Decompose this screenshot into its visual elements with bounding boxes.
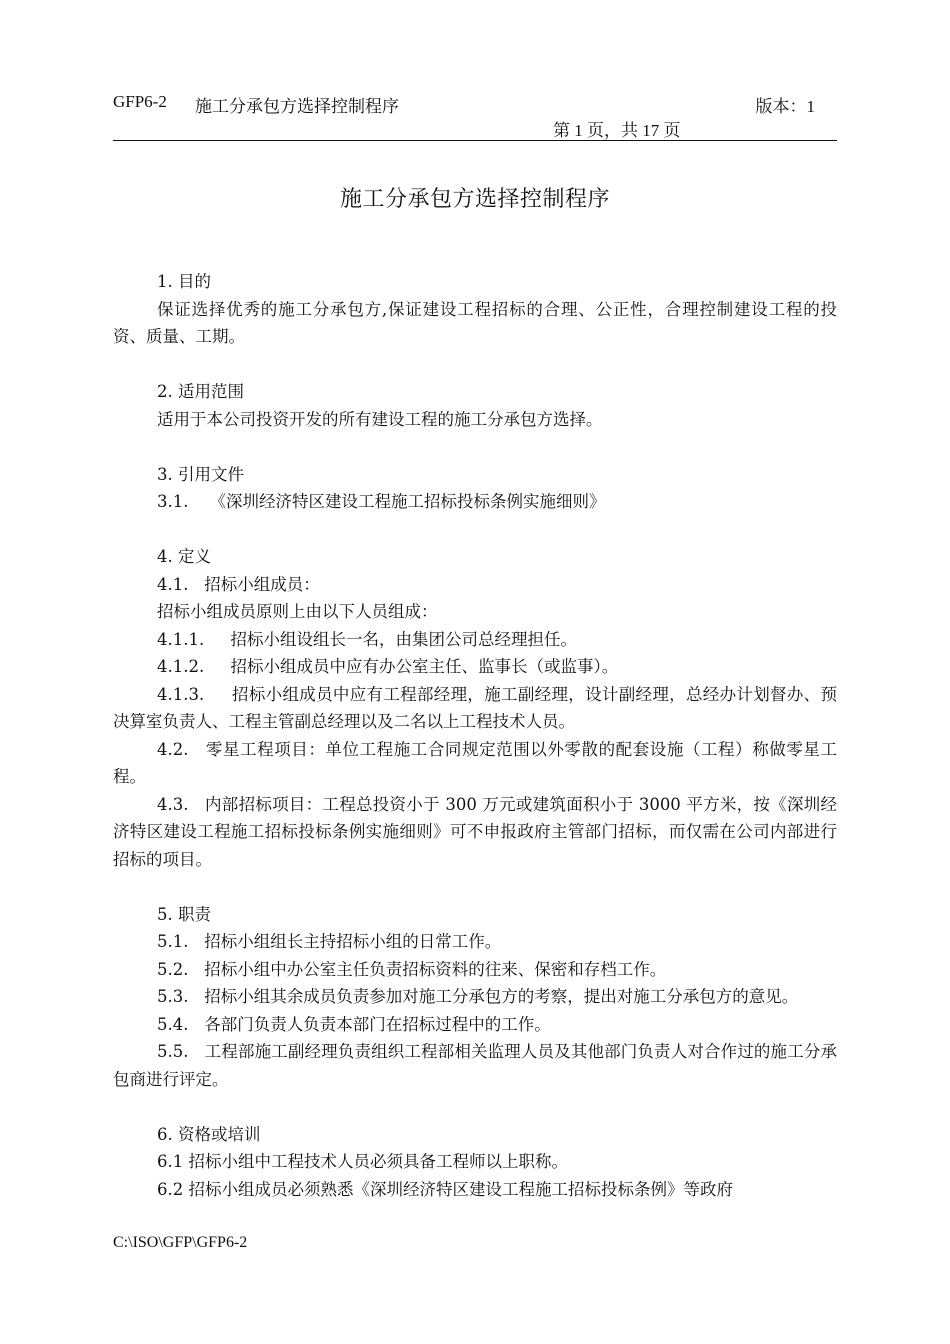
version-label: 版本：1 <box>755 97 815 116</box>
section-5-1: 5.1. 招标小组组长主持招标小组的日常工作。 <box>157 932 502 951</box>
section-4-1: 4.1. 招标小组成员： <box>157 574 320 594</box>
section-5-heading: 5. 职责 <box>157 904 211 924</box>
section-2-heading: 2. 适用范围 <box>157 382 244 401</box>
section-6-1: 6.1 招标小组中工程技术人员必须具备工程师以上职称。 <box>157 1152 568 1171</box>
section-4-1-1: 4.1.1. 招标小组设组长一名，由集团公司总经理担任。 <box>157 629 577 649</box>
section-1-text: 保证选择优秀的施工分承包方,保证建设工程招标的合理、公正性，合理控制建设工程的投资、质量、工期。 <box>113 299 837 346</box>
section-4-1-2: 4.1.2. 招标小组成员中应有办公室主任、监事长（或监事）。 <box>157 657 619 676</box>
section-5-3: 5.3. 招标小组其余成员负责参加对施工分承包方的考察，提出对施工分承包方的意见。 <box>157 987 799 1006</box>
page-header <box>113 90 837 141</box>
section-3-heading: 3. 引用文件 <box>157 464 244 484</box>
section-4-3: 4.3. 内部招标项目：工程总投资小于 300 万元或建筑面积小于 3000 平方米，按《深圳经济特区建设工程施工招标投标条例实施细则》可不申报政府主管部门招标，而仅需在公司内部进行招标的项目。 <box>113 794 837 869</box>
document-title: 施工分承包方选择控制程序 <box>339 187 610 212</box>
page-count: 第 1 页，共 17 页 <box>553 121 681 140</box>
section-4-1-3: 4.1.3. 招标小组成员中应有工程部经理，施工副经理，设计副经理，总经办计划督办、预决算室负责人、工程主管副总经理以及二名以上工程技术人员。 <box>113 684 837 731</box>
header-title: 施工分承包方选择控制程序 <box>195 97 399 116</box>
section-1-heading: 1. 目的 <box>157 272 211 291</box>
document-body <box>113 268 837 1203</box>
section-2-text: 适用于本公司投资开发的所有建设工程的施工分承包方选择。 <box>157 409 603 429</box>
section-3-1: 3.1. 《深圳经济特区建设工程施工招标投标条例实施细则》 <box>157 492 606 511</box>
section-6-2: 6.2 招标小组成员必须熟悉《深圳经济特区建设工程施工招标投标条例》等政府 <box>157 1179 733 1199</box>
footer-file-path: C:\ISO\GFP\GFP6-2 <box>113 1234 248 1251</box>
section-4-2: 4.2. 零星工程项目：单位工程施工合同规定范围以外零散的配套设施（工程）称做零星工程。 <box>113 739 837 786</box>
section-4-heading: 4. 定义 <box>157 547 211 566</box>
section-5-5: 5.5. 工程部施工副经理负责组织工程部相关监理人员及其他部门负责人对合作过的施工分承包商进行评定。 <box>113 1042 837 1089</box>
section-5-4: 5.4. 各部门负责人负责本部门在招标过程中的工作。 <box>157 1014 551 1034</box>
section-4-1-text: 招标小组成员原则上由以下人员组成： <box>157 602 438 621</box>
section-5-2: 5.2. 招标小组中办公室主任负责招标资料的往来、保密和存档工作。 <box>157 959 667 979</box>
document-code: GFP6-2 <box>113 92 167 111</box>
section-6-heading: 6. 资格或培训 <box>157 1124 261 1144</box>
